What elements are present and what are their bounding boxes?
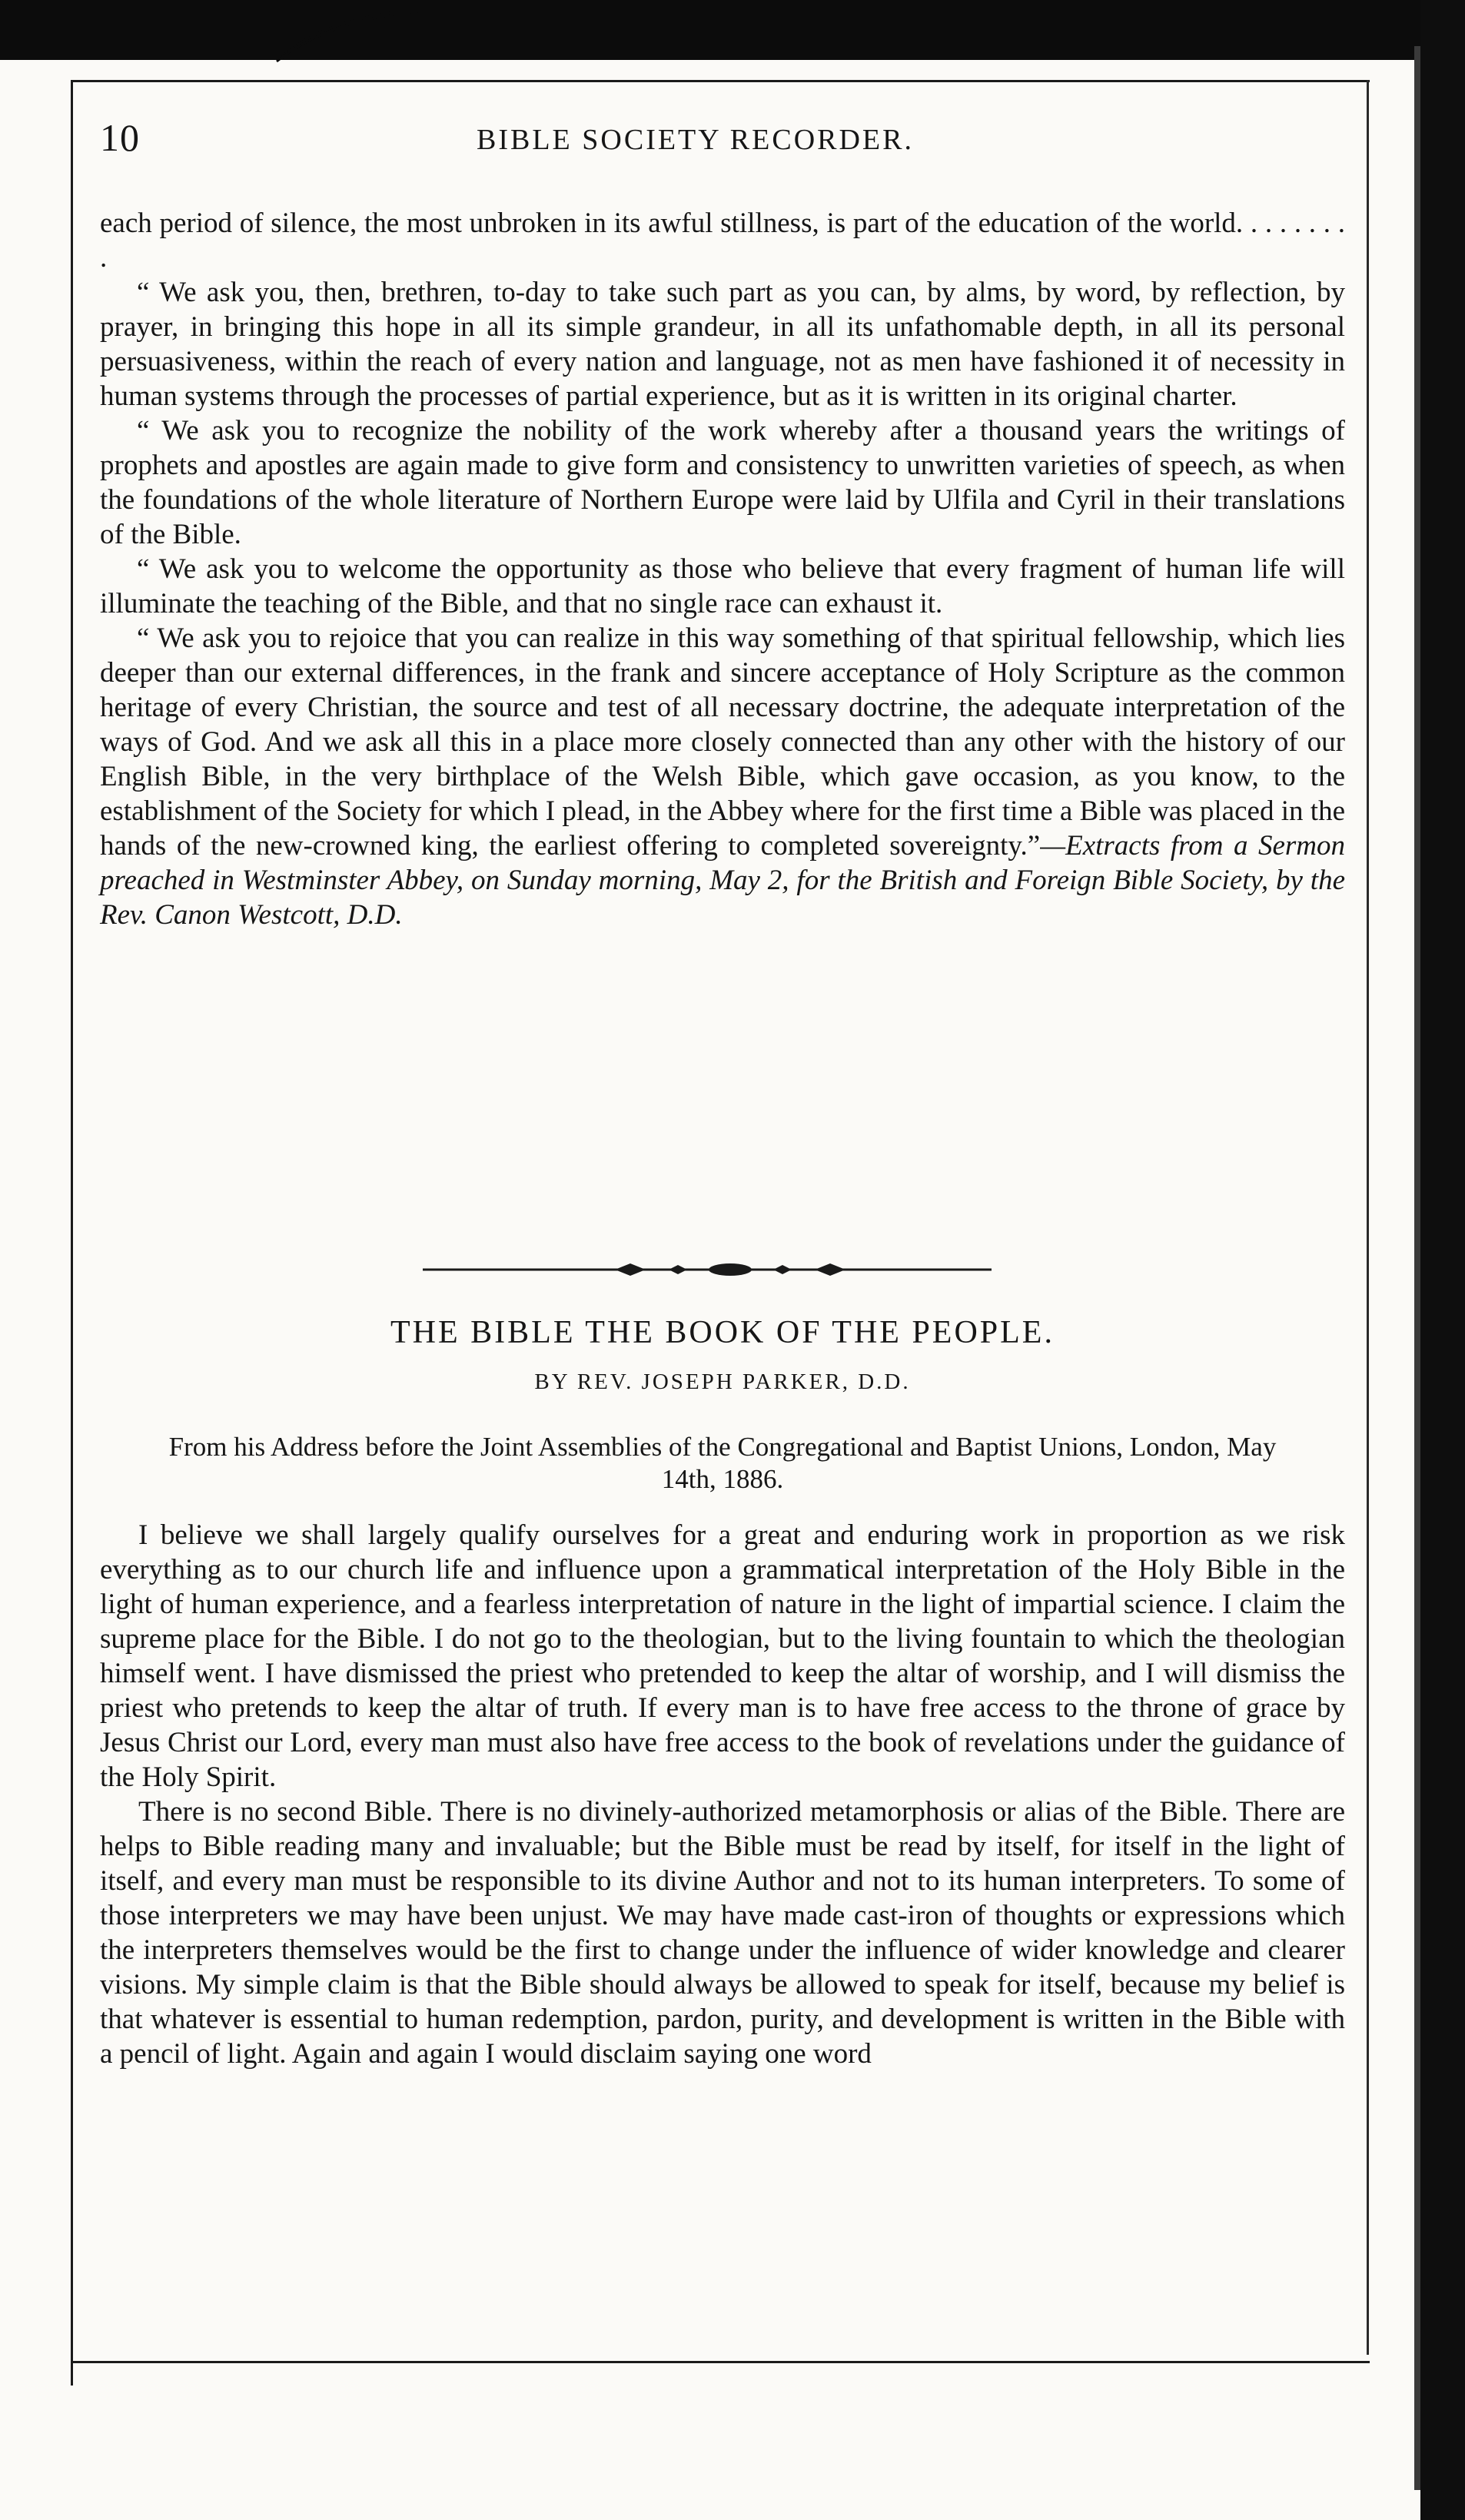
page-number: 10 bbox=[100, 116, 140, 159]
article-source-note: From his Address before the Joint Assemblies of the Congregational and Baptist Unions, London, May 14th, 1886. bbox=[168, 1432, 1277, 1494]
sermon-paragraph: “ We ask you to recognize the nobility of the work whereby after a thousand years the writings of prophets and apostles are again made to give form and consistency to unwritten varieties of speech, as when the foundations of the whole literature of Northern Europe were laid by Ulfila and Cyril in their translations of the Bible. bbox=[100, 415, 1345, 550]
article-byline: BY REV. JOSEPH PARKER, D.D. bbox=[534, 1370, 911, 1394]
article-paragraph: I believe we shall largely qualify ourselves for a great and enduring work in proportion as we risk everything as to our church life and influence upon a grammatical interpretation of the Holy Bible in the light of human experience, and a fearless interpretation of nature in the light of impartial science. I claim the supreme place for the Bible. I do not go to the theologian, but to the living fountain to which the theologian himself went. I have dismissed the priest who pretended to keep the altar of worship, and I will dismiss the priest who pretends to keep the altar of truth. If every man is to have free access to the throne of grace by Jesus Christ our Lord, every man must also have free access to the book of revelations under the guidance of the Holy Spirit. bbox=[100, 1519, 1345, 1793]
scan-right-gutter bbox=[1414, 46, 1420, 2490]
article-paragraph: There is no second Bible. There is no divinely-authorized metamorphosis or alias of the Bible. There are helps to Bible reading many and invaluable; but the Bible must be read by itself, for itself in the light of itself, and every man must be responsible to its divine Author and not to its human interpreters. To some of those interpreters we may have been unjust. We may have made cast-iron of thoughts or expressions which the interpreters themselves would be the first to change under the influence of wider knowledge and clearer visions. My simple claim is that the Bible should always be allowed to speak for itself, because my belief is that whatever is essential to human redemption, pardon, purity, and development is written in the Bible with a pencil of light. Again and again I would disclaim saying one word bbox=[100, 1796, 1345, 2070]
sermon-attribution: —Extracts from a Sermon preached in Westminster Abbey, on Sunday morning, May 2, for the British and Foreign Bible Society, by the Rev. Canon Westcott, D.D. bbox=[100, 830, 1346, 931]
running-head bbox=[100, 115, 1345, 169]
sermon-extract bbox=[100, 206, 1345, 932]
page-border-left bbox=[71, 80, 73, 2386]
sermon-paragraph: “ We ask you, then, brethren, to-day to take such part as you can, by alms, by word, by reflection, by prayer, in bringing this hope in all its simple grandeur, in all its unfathomable depth, in all its personal persuasiveness, within the reach of every nation and language, not as men have fashioned it of necessity in human systems through the processes of partial experience, but as it is written in its original charter. bbox=[100, 277, 1345, 412]
sermon-paragraph: “ We ask you to rejoice that you can realize in this way something of that spiritual fellowship, which lies deeper than our external differences, in the frank and sincere acceptance of Holy Scripture as the common heritage of every Christian, the source and test of all necessary doctrine, the adequate interpretation of the ways of God. And we ask all this in a place more closely connected than any other with the history of our English Bible, in the very birthplace of the Welsh Bible, which gave occasion, as you know, to the establishment of the Society for which I plead, in the Abbey where for the first time a Bible was placed in the hands of the new-crowned king, the earliest offering to completed sovereignty.” bbox=[100, 623, 1345, 862]
sermon-paragraph: “ We ask you to welcome the opportunity as those who believe that every fragment of human life will illuminate the teaching of the Bible, and that no single race can exhaust it. bbox=[100, 553, 1345, 619]
scan-page-curl bbox=[0, 0, 1465, 85]
sermon-paragraph: each period of silence, the most unbroken in its awful stillness, is part of the education of the world. . . . . . . . . bbox=[100, 208, 1345, 274]
article-body bbox=[100, 1518, 1345, 2071]
journal-title: BIBLE SOCIETY RECORDER. bbox=[477, 124, 914, 156]
scan-right-shadow bbox=[1420, 0, 1465, 2520]
page-border-top bbox=[71, 80, 1370, 82]
page-border-bottom bbox=[71, 2361, 1370, 2363]
section-divider-ornament bbox=[423, 1260, 992, 1279]
page-border-right bbox=[1367, 80, 1369, 2355]
article-title: THE BIBLE THE BOOK OF THE PEOPLE. bbox=[390, 1315, 1055, 1350]
